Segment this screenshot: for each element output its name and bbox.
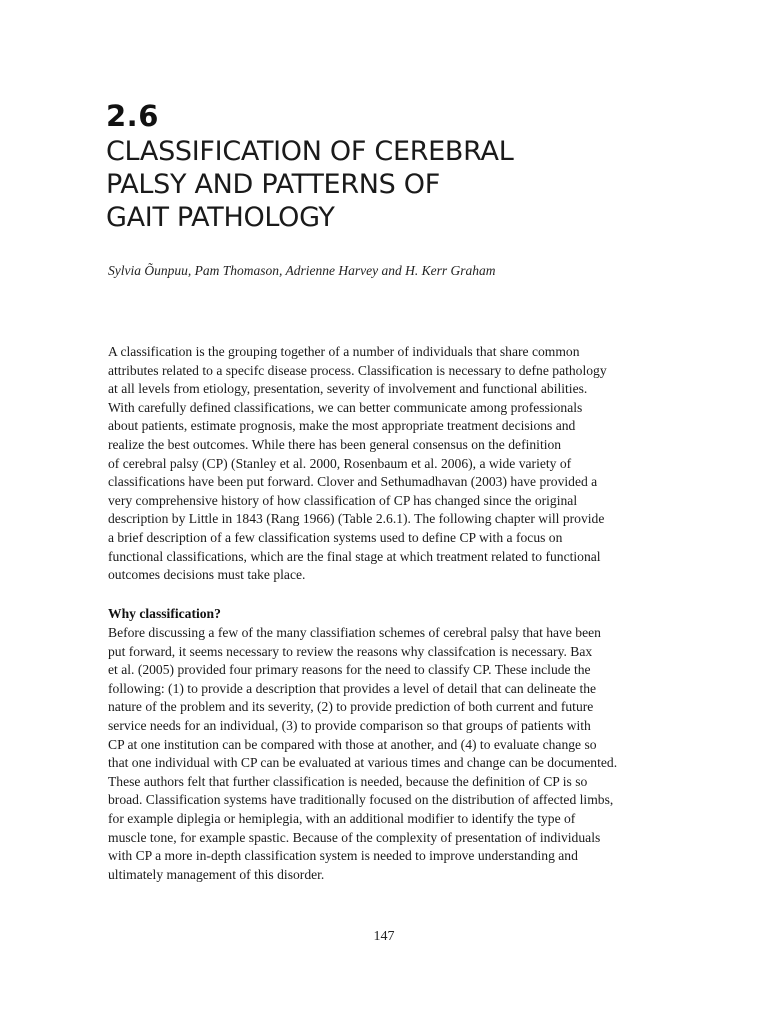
text-line: muscle tone, for example spastic. Because of the complexity of presentation of individuals (108, 829, 601, 845)
page-number: 147 (373, 929, 395, 944)
text-line: classifications have been put forward. Clover and Sethumadhavan (2003) have provided a (108, 474, 598, 490)
text-line: functional classifications, which are the final stage at which treatment related to functional (108, 548, 601, 564)
chapter-title-line: PALSY AND PATTERNS OF (106, 169, 440, 200)
text-line: about patients, estimate prognosis, make the most appropriate treatment decisions and (108, 418, 576, 434)
text-line: A classification is the grouping together of a number of individuals that share common (108, 344, 580, 359)
text-line: realize the best outcomes. While there has been general consensus on the definition (108, 436, 562, 452)
text-line: ultimately management of this disorder. (108, 866, 325, 882)
text-line: description by Little in 1843 (Rang 1966) (Table 2.6.1). The following chapter will provide (108, 511, 605, 527)
text-line: with CP a more in-depth classification system is needed to improve understanding and (108, 848, 578, 864)
text-line: service needs for an individual, (3) to provide comparison so that groups of patients with (108, 717, 591, 733)
text-line: broad. Classification systems have traditionally focused on the distribution of affected limbs, (108, 792, 614, 808)
classification-paragraph (108, 624, 678, 884)
text-line: very comprehensive history of how classification of CP has changed since the original (108, 492, 578, 508)
text-line: put forward, it seems necessary to review the reasons why classifcation is necessary. Bax (108, 643, 593, 659)
text-line: Before discussing a few of the many classifiation schemes of cerebral palsy that have been (108, 625, 601, 640)
text-line: attributes related to a specifc disease process. Classification is necessary to defne pathology (108, 362, 607, 378)
chapter-title (106, 135, 666, 234)
text-line: following: (1) to provide a description that provides a level of detail that can delineate the (108, 680, 597, 696)
text-line: With carefully defined classifications, we can better communicate among professionals (108, 399, 583, 415)
text-line: outcomes decisions must take place. (108, 567, 306, 583)
text-line: CP at one institution can be compared with those at another, and (4) to evaluate change so (108, 736, 597, 752)
text-line: a brief description of a few classification systems used to define CP with a focus on (108, 529, 563, 545)
text-line: of cerebral palsy (CP) (Stanley et al. 2000, Rosenbaum et al. 2006), a wide variety of (108, 455, 572, 471)
section-heading: Why classification? (108, 606, 221, 621)
author-list: Sylvia Õunpuu, Pam Thomason, Adrienne Harvey and H. Kerr Graham (108, 263, 496, 278)
text-line: nature of the problem and its severity, (2) to provide prediction of both current and future (108, 699, 594, 715)
chapter-title-line: GAIT PATHOLOGY (106, 202, 335, 233)
chapter-number: 2.6 (106, 99, 159, 133)
text-line: that one individual with CP can be evaluated at various times and change can be documented. (108, 755, 618, 771)
intro-paragraph (108, 343, 678, 585)
chapter-title-line: CLASSIFICATION OF CEREBRAL (106, 136, 514, 167)
text-line: at all levels from etiology, presentation, severity of involvement and functional abilities. (108, 381, 588, 397)
text-line: for example diplegia or hemiplegia, with an additional modifier to identify the type of (108, 810, 576, 826)
text-line: et al. (2005) provided four primary reasons for the need to classify CP. These include the (108, 662, 591, 678)
text-line: These authors felt that further classification is needed, because the definition of CP is so (108, 773, 588, 789)
